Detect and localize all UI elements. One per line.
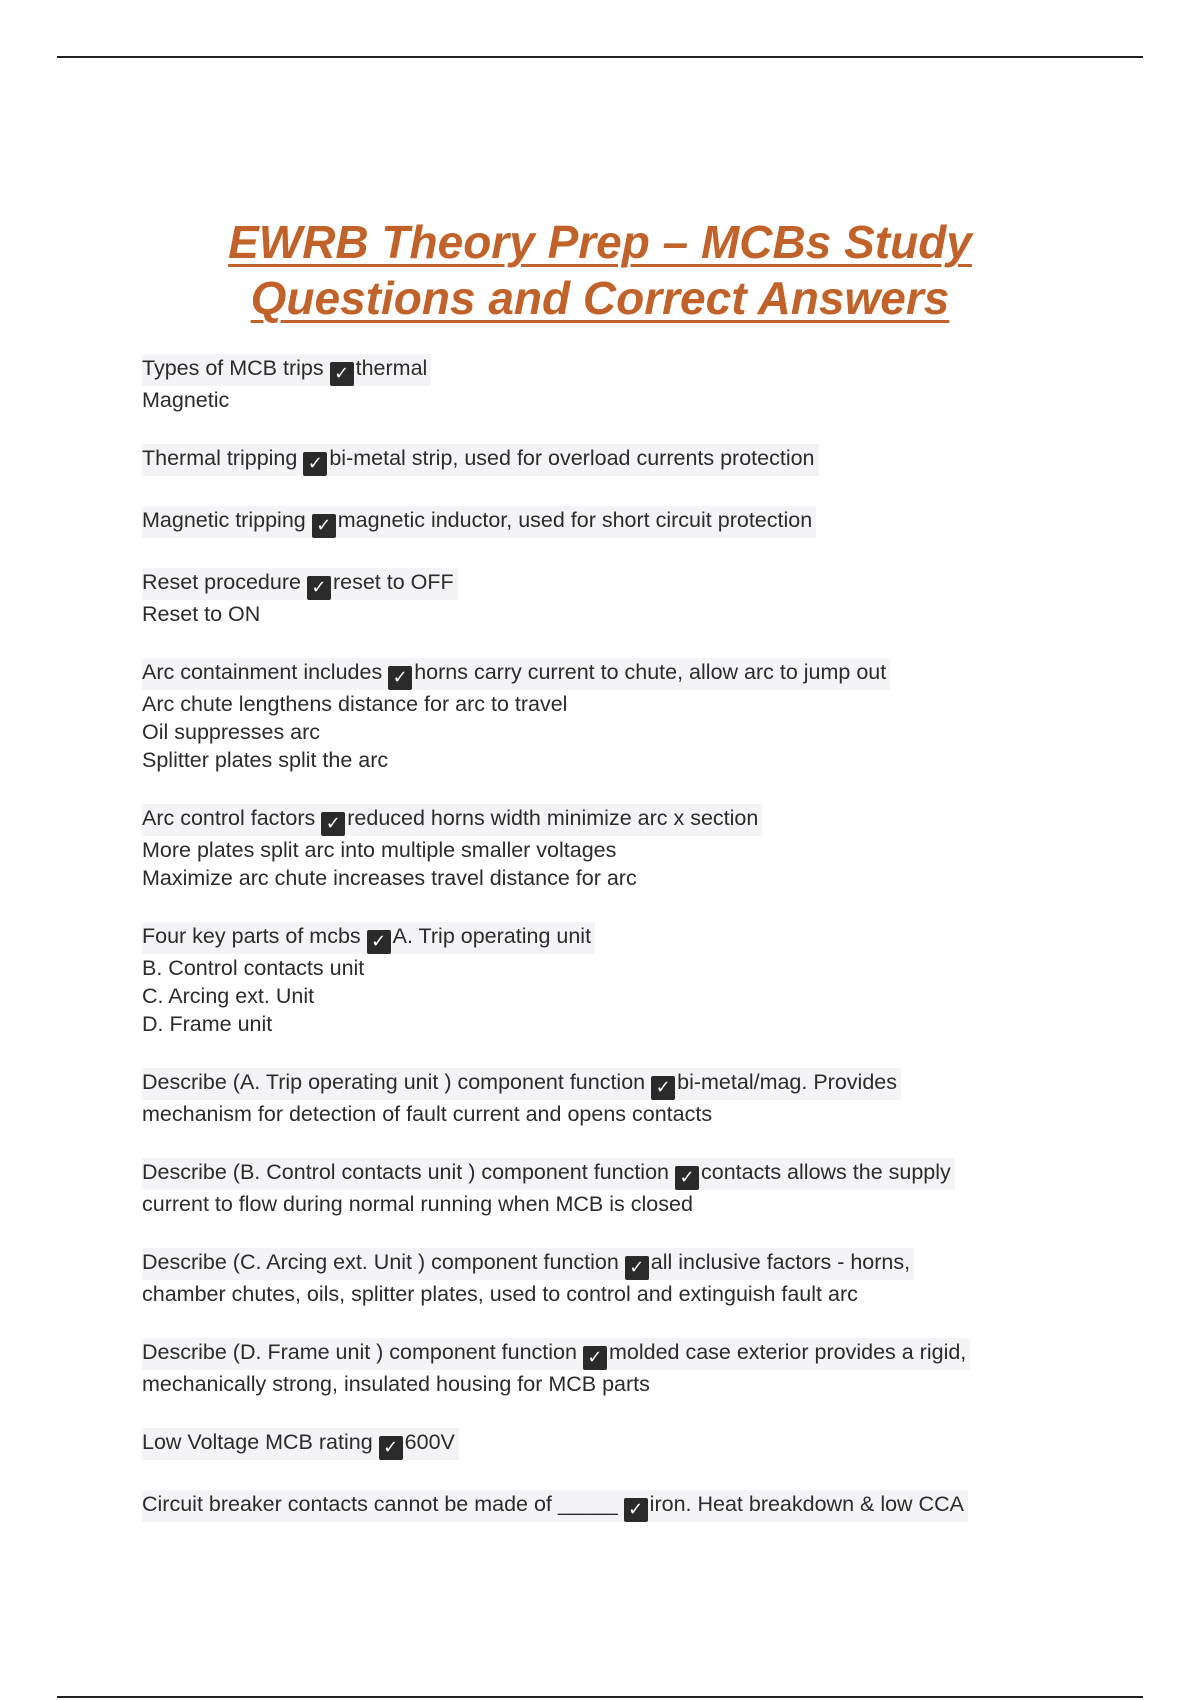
title-line-2: Questions and Correct Answers (250, 272, 950, 324)
qa-first-line (142, 658, 890, 690)
qa-first-line (142, 444, 819, 476)
qa-list (142, 354, 1102, 1552)
question-text: Arc control factors (142, 806, 316, 830)
question-text: Reset procedure (142, 570, 301, 594)
bottom-rule (57, 1696, 1143, 1698)
qa-first-line (142, 506, 816, 538)
qa-item (142, 1158, 1102, 1218)
question-text: Arc containment includes (142, 660, 383, 684)
qa-first-line (142, 568, 458, 600)
checkmark-icon: ✓ (675, 1166, 699, 1190)
qa-item (142, 804, 1102, 892)
checkmark-icon: ✓ (303, 452, 327, 476)
checkmark-icon: ✓ (625, 1256, 649, 1280)
qa-item (142, 1248, 1102, 1308)
qa-first-line (142, 1248, 914, 1280)
qa-item (142, 1068, 1102, 1128)
answer-continuation: C. Arcing ext. Unit (142, 984, 315, 1008)
qa-item (142, 922, 1102, 1038)
qa-first-line (142, 804, 762, 836)
question-text: Thermal tripping (142, 446, 298, 470)
qa-first-line (142, 1338, 970, 1370)
answer-text: 600V (404, 1430, 455, 1454)
checkmark-icon: ✓ (624, 1498, 648, 1522)
qa-first-line (142, 1428, 459, 1460)
answer-text: reset to OFF (332, 570, 454, 594)
answer-continuation: More plates split arc into multiple smaller voltages (142, 838, 617, 862)
answer-text: contacts allows the supply (701, 1160, 951, 1184)
qa-first-line (142, 922, 595, 954)
answer-text: bi-metal strip, used for overload currents protection (329, 446, 815, 470)
checkmark-icon: ✓ (330, 362, 354, 386)
answer-continuation: B. Control contacts unit (142, 956, 365, 980)
answer-continuation: Oil suppresses arc (142, 720, 321, 744)
answer-text: reduced horns width minimize arc x section (347, 806, 759, 830)
answer-continuation: Reset to ON (142, 602, 261, 626)
question-text: Describe (A. Trip operating unit ) component function (142, 1070, 646, 1094)
answer-continuation: current to flow during normal running when MCB is closed (142, 1192, 693, 1216)
question-text: Low Voltage MCB rating (142, 1430, 373, 1454)
answer-text: bi-metal/mag. Provides (677, 1070, 897, 1094)
qa-first-line (142, 354, 431, 386)
answer-continuation: Magnetic (142, 388, 230, 412)
question-text: Describe (C. Arcing ext. Unit ) component function (142, 1250, 619, 1274)
checkmark-icon: ✓ (651, 1076, 675, 1100)
checkmark-icon: ✓ (367, 930, 391, 954)
answer-text: thermal (355, 356, 428, 380)
qa-item (142, 568, 1102, 628)
qa-item (142, 1338, 1102, 1398)
qa-item (142, 354, 1102, 414)
answer-continuation: chamber chutes, oils, splitter plates, used to control and extinguish fault arc (142, 1282, 858, 1306)
qa-item (142, 1428, 1102, 1460)
answer-continuation: D. Frame unit (142, 1012, 273, 1036)
qa-first-line (142, 1490, 968, 1522)
title-line-1: EWRB Theory Prep – MCBs Study (228, 216, 972, 268)
document-title (0, 214, 1200, 326)
question-text: Four key parts of mcbs (142, 924, 361, 948)
checkmark-icon: ✓ (388, 666, 412, 690)
answer-text: molded case exterior provides a rigid, (608, 1340, 967, 1364)
question-text: Types of MCB trips (142, 356, 324, 380)
question-text: Describe (D. Frame unit ) component function (142, 1340, 577, 1364)
checkmark-icon: ✓ (307, 576, 331, 600)
answer-continuation: mechanism for detection of fault current and opens contacts (142, 1102, 713, 1126)
checkmark-icon: ✓ (379, 1436, 403, 1460)
qa-item (142, 444, 1102, 476)
qa-item (142, 658, 1102, 774)
qa-first-line (142, 1158, 955, 1190)
answer-continuation: Maximize arc chute increases travel distance for arc (142, 866, 637, 890)
question-text: Describe (B. Control contacts unit ) component function (142, 1160, 670, 1184)
checkmark-icon: ✓ (321, 812, 345, 836)
answer-text: iron. Heat breakdown & low CCA (649, 1492, 964, 1516)
top-rule (57, 56, 1143, 58)
answer-continuation: Arc chute lengthens distance for arc to travel (142, 692, 568, 716)
question-text: Magnetic tripping (142, 508, 306, 532)
question-text: Circuit breaker contacts cannot be made of _____ (142, 1492, 618, 1516)
answer-text: all inclusive factors - horns, (650, 1250, 911, 1274)
answer-text: A. Trip operating unit (392, 924, 592, 948)
answer-continuation: Splitter plates split the arc (142, 748, 389, 772)
checkmark-icon: ✓ (583, 1346, 607, 1370)
answer-text: magnetic inductor, used for short circuit protection (337, 508, 813, 532)
answer-continuation: mechanically strong, insulated housing for MCB parts (142, 1372, 650, 1396)
qa-first-line (142, 1068, 901, 1100)
checkmark-icon: ✓ (312, 514, 336, 538)
answer-text: horns carry current to chute, allow arc to jump out (414, 660, 887, 684)
qa-item (142, 1490, 1102, 1522)
qa-item (142, 506, 1102, 538)
